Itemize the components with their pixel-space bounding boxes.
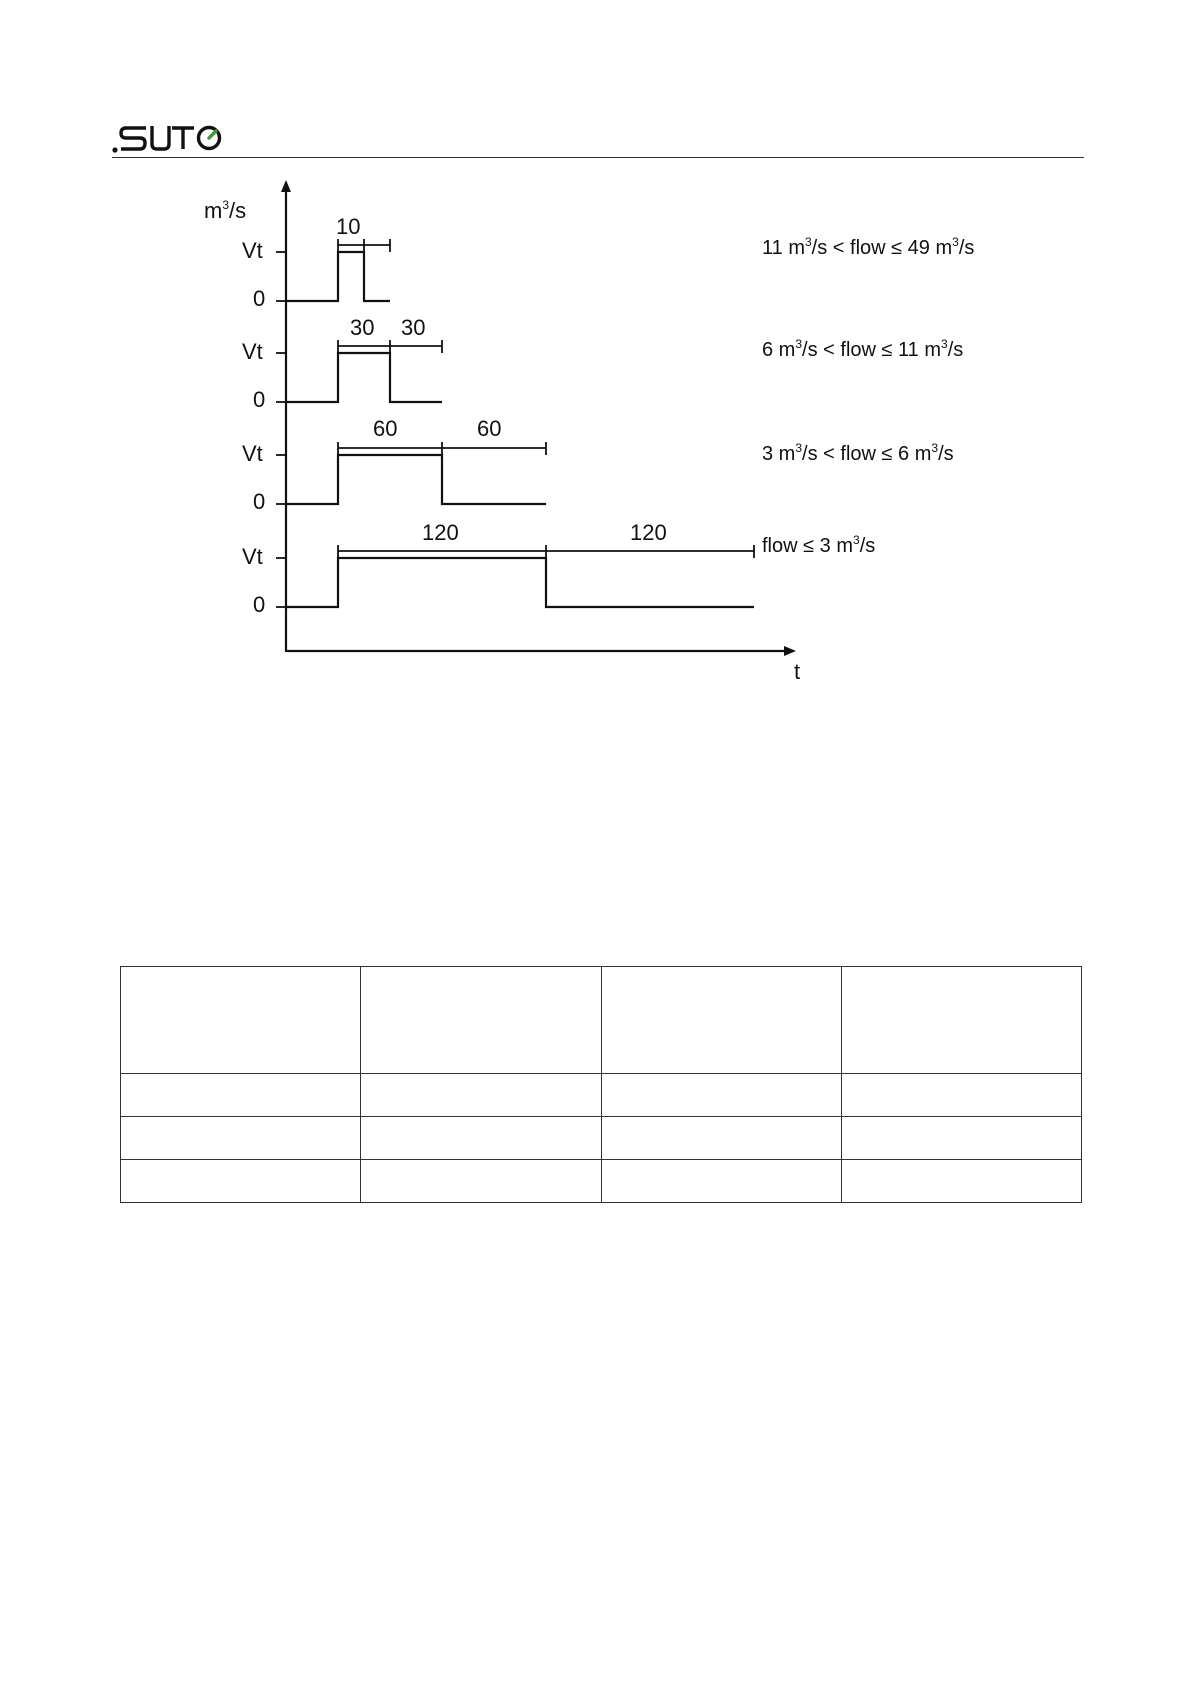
table-cell — [601, 1160, 841, 1203]
vt-label: Vt — [242, 238, 263, 263]
table-cell — [361, 1074, 601, 1117]
off-duration-label: 30 — [401, 315, 426, 340]
y-axis-arrow — [281, 180, 291, 192]
flow-condition: 11 $m^3/s$ < flow ≤ 49 $m^3/s$ — [762, 235, 975, 259]
table-row — [121, 1117, 1082, 1160]
off-duration-label: 60 — [477, 416, 502, 441]
on-duration-label: 10 — [336, 214, 361, 239]
table-cell — [361, 967, 601, 1074]
pulse-row-4 — [242, 520, 875, 617]
x-axis-label: t — [794, 659, 801, 684]
table-cell — [601, 1074, 841, 1117]
vt-label: Vt — [242, 339, 263, 364]
vt-label: Vt — [242, 544, 263, 569]
table-cell — [361, 1117, 601, 1160]
table-cell — [841, 1074, 1081, 1117]
flow-condition: 3 $m^3/s$ < flow ≤ 6 $m^3/s$ — [762, 441, 954, 465]
pulse-waveform — [286, 353, 442, 402]
zero-label: 0 — [253, 286, 266, 311]
flow-condition: flow ≤ 3 $m^3/s$ — [762, 533, 876, 557]
table-row — [121, 1074, 1082, 1117]
flow-condition: 6 $m^3/s$ < flow ≤ 11 $m^3/s$ — [762, 337, 964, 361]
zero-label: 0 — [253, 592, 266, 617]
suto-logo — [112, 118, 222, 158]
flow-timing-diagram — [190, 180, 1030, 690]
table-cell — [121, 1074, 361, 1117]
table-cell — [601, 1117, 841, 1160]
table-cell — [841, 967, 1081, 1074]
table-cell — [841, 1117, 1081, 1160]
x-axis-arrow — [784, 646, 796, 656]
table-cell — [121, 1160, 361, 1203]
y-axis-label: $m^3/s$ — [204, 198, 247, 223]
on-duration-label: 60 — [373, 416, 398, 441]
data-table — [120, 966, 1082, 1203]
on-duration-label: 120 — [422, 520, 459, 545]
pulse-waveform — [286, 455, 546, 504]
header-rule — [112, 157, 1084, 158]
table-row — [121, 1160, 1082, 1203]
table-cell — [361, 1160, 601, 1203]
table-header-row — [121, 967, 1082, 1074]
table-cell — [121, 1117, 361, 1160]
table-cell — [841, 1160, 1081, 1203]
off-duration-label: 120 — [630, 520, 667, 545]
pulse-waveform — [286, 252, 390, 301]
on-duration-label: 30 — [350, 315, 375, 340]
table-cell — [601, 967, 841, 1074]
pulse-waveform — [286, 558, 754, 607]
pulse-row-2 — [242, 315, 963, 412]
zero-label: 0 — [253, 387, 266, 412]
pulse-row-1 — [242, 214, 974, 311]
pulse-row-3 — [242, 416, 954, 514]
table-cell — [121, 967, 361, 1074]
vt-label: Vt — [242, 441, 263, 466]
zero-label: 0 — [253, 489, 266, 514]
